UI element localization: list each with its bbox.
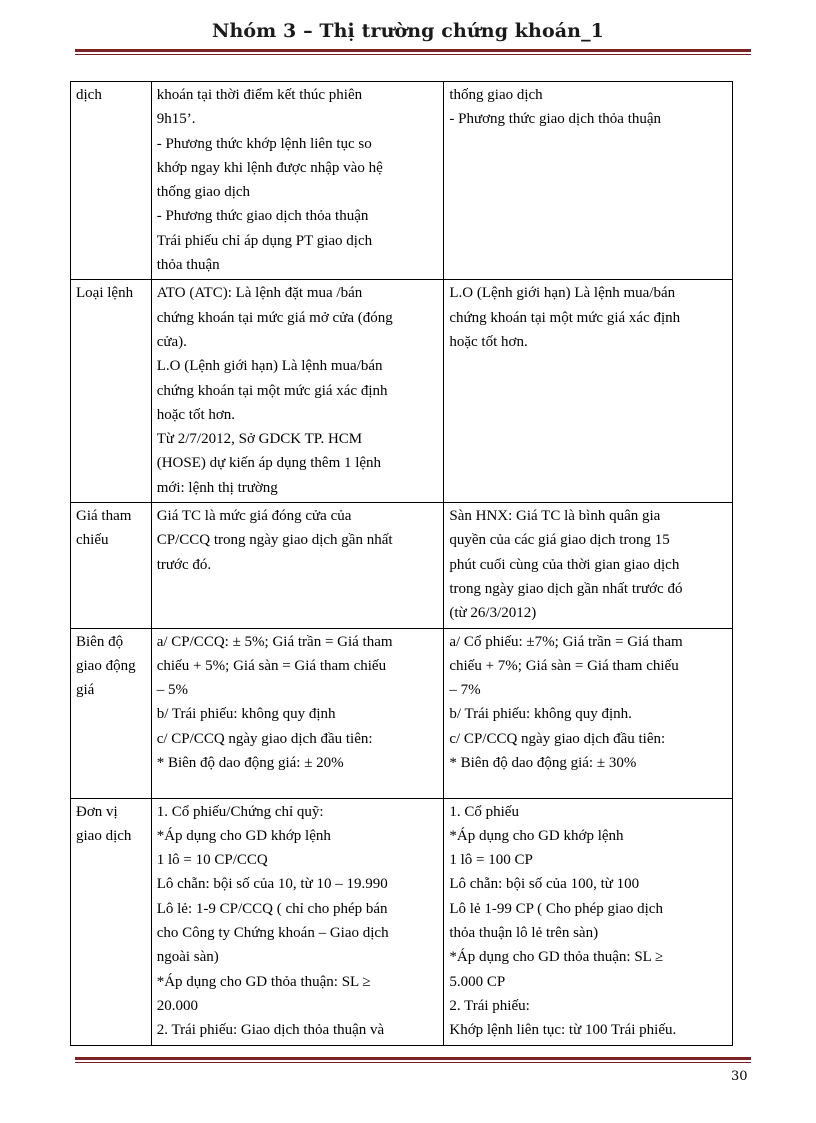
cell-text-line: Lô lẻ: 1-9 CP/CCQ ( chỉ cho phép bán bbox=[156, 900, 388, 917]
cell-text-line: Lô chẵn: bội số của 10, từ 10 – 19.990 bbox=[156, 876, 388, 893]
table-row bbox=[71, 503, 733, 628]
header-rule bbox=[75, 49, 751, 55]
cell-text-line: mới: lệnh thị trường bbox=[156, 479, 278, 496]
cell-text-line: chứng khoán tại một mức giá xác định bbox=[156, 382, 388, 399]
footer-rule bbox=[75, 1057, 751, 1063]
cell-text-line: b/ Trái phiếu: không quy định bbox=[156, 706, 336, 723]
cell-text-line: cho Công ty Chứng khoán – Giao dịch bbox=[156, 925, 389, 942]
cell-text-line: Lô chẵn: bội số của 100, từ 100 bbox=[449, 876, 640, 893]
cell-text-line: khoán tại thời điểm kết thúc phiên bbox=[156, 87, 363, 103]
table-row bbox=[71, 280, 733, 503]
cell-text-line: hoặc tốt hơn. bbox=[156, 406, 236, 423]
table-row bbox=[71, 628, 733, 798]
row-label-cell bbox=[71, 82, 152, 280]
cell-text-line: Đơn vị bbox=[76, 803, 118, 820]
cell-text-line: chiếu + 5%; Giá sàn = Giá tham chiếu bbox=[156, 657, 387, 674]
cell-text-line: giá bbox=[76, 682, 95, 699]
cell-text-line: ATO (ATC): Là lệnh đặt mua /bán bbox=[156, 285, 363, 302]
cell-text-line: giao dịch bbox=[76, 827, 132, 844]
cell-text-line: Từ 2/7/2012, Sở GDCK TP. HCM bbox=[156, 431, 363, 448]
hnx-cell bbox=[444, 82, 733, 280]
cell-text-line: Loại lệnh bbox=[76, 285, 134, 302]
cell-text-line: (HOSE) dự kiến áp dụng thêm 1 lệnh bbox=[156, 455, 382, 472]
cell-text-line: L.O (Lệnh giới hạn) Là lệnh mua/bán bbox=[449, 285, 676, 302]
row-label-cell bbox=[71, 503, 152, 628]
cell-text-line: * Biên độ dao động giá: ± 30% bbox=[449, 755, 637, 772]
cell-text-line: giao động bbox=[76, 657, 136, 674]
cell-text-line: - Phương thức giao dịch thỏa thuận bbox=[449, 111, 662, 128]
cell-text-line: 2. Trái phiếu: Giao dịch thỏa thuận và bbox=[156, 1022, 385, 1039]
cell-text-line: phút cuối cùng của thời gian giao dịch bbox=[449, 556, 680, 573]
row-label-cell bbox=[71, 798, 152, 1045]
row-label-cell bbox=[71, 628, 152, 798]
hnx-cell bbox=[444, 503, 733, 628]
table-row bbox=[71, 798, 733, 1045]
cell-text-line: cửa). bbox=[156, 333, 187, 350]
cell-text-line: chiếu + 7%; Giá sàn = Giá tham chiếu bbox=[449, 657, 679, 674]
hnx-cell bbox=[444, 628, 733, 798]
cell-text-line: Giá tham bbox=[76, 508, 132, 525]
cell-text-line: *Áp dụng cho GD khớp lệnh bbox=[156, 827, 331, 844]
cell-text-line: khớp ngay khi lệnh được nhập vào hệ bbox=[156, 159, 383, 176]
cell-text-line: Trái phiếu chỉ áp dụng PT giao dịch bbox=[156, 232, 373, 249]
hnx-cell bbox=[444, 280, 733, 503]
hose-cell bbox=[151, 280, 444, 503]
cell-text-line: trong ngày giao dịch gần nhất trước đó bbox=[449, 580, 683, 597]
cell-text-line: 5.000 CP bbox=[449, 973, 506, 990]
cell-text-line: thống giao dịch bbox=[449, 87, 543, 103]
hose-cell bbox=[151, 503, 444, 628]
cell-text-line: thỏa thuận bbox=[156, 257, 220, 274]
cell-text-line: b/ Trái phiếu: không quy định. bbox=[449, 706, 632, 723]
cell-text-line: hoặc tốt hơn. bbox=[449, 333, 528, 350]
hnx-cell bbox=[444, 798, 733, 1045]
cell-text-line: (từ 26/3/2012) bbox=[449, 605, 537, 622]
hose-cell bbox=[151, 82, 444, 280]
cell-text-line: CP/CCQ trong ngày giao dịch gần nhất bbox=[156, 532, 393, 549]
cell-text-line: dịch bbox=[76, 87, 102, 103]
cell-text-line: 20.000 bbox=[156, 997, 198, 1014]
cell-text-line: thống giao dịch bbox=[156, 184, 251, 201]
page-number: 30 bbox=[731, 1069, 748, 1084]
cell-text-line: *Áp dụng cho GD thỏa thuận: SL ≥ bbox=[449, 949, 664, 966]
cell-text-line: trước đó. bbox=[156, 556, 212, 573]
cell-text-line: – 7% bbox=[449, 682, 481, 699]
row-label-cell bbox=[71, 280, 152, 503]
cell-text-line: Lô lẻ 1-99 CP ( Cho phép giao dịch bbox=[449, 900, 663, 917]
cell-text-line: 2. Trái phiếu: bbox=[449, 997, 530, 1014]
cell-text-line: a/ CP/CCQ: ± 5%; Giá trần = Giá tham bbox=[156, 633, 393, 650]
cell-text-line: *Áp dụng cho GD thỏa thuận: SL ≥ bbox=[156, 973, 371, 990]
cell-text-line: Biên độ bbox=[76, 633, 124, 650]
cell-text-line: ngoài sàn) bbox=[156, 949, 219, 966]
cell-text-line: Sàn HNX: Giá TC là bình quân gia bbox=[449, 508, 661, 525]
cell-text-line: * Biên độ dao động giá: ± 20% bbox=[156, 755, 344, 772]
cell-text-line: thỏa thuận lô lẻ trên sàn) bbox=[449, 925, 599, 942]
cell-text-line: a/ Cổ phiếu: ±7%; Giá trần = Giá tham bbox=[449, 633, 683, 650]
page-header-title: Nhóm 3 – Thị trường chứng khoán_1 bbox=[211, 20, 604, 42]
hose-cell bbox=[151, 628, 444, 798]
cell-text-line: chứng khoán tại một mức giá xác định bbox=[449, 309, 681, 326]
cell-text-line: 1 lô = 100 CP bbox=[449, 852, 533, 869]
cell-text-line: chiếu bbox=[76, 532, 109, 549]
cell-text-line: *Áp dụng cho GD khớp lệnh bbox=[449, 827, 624, 844]
cell-text-line: - Phương thức khớp lệnh liên tục so bbox=[156, 135, 372, 152]
table-row bbox=[71, 82, 733, 280]
cell-text-line: - Phương thức giao dịch thỏa thuận bbox=[156, 208, 369, 225]
cell-text-line: 1. Cổ phiếu bbox=[449, 803, 519, 820]
cell-text-line: 9h15’. bbox=[156, 111, 196, 128]
cell-text-line: – 5% bbox=[156, 682, 188, 699]
cell-text-line: c/ CP/CCQ ngày giao dịch đầu tiên: bbox=[156, 730, 373, 747]
cell-text-line: Khớp lệnh liên tục: từ 100 Trái phiếu. bbox=[449, 1022, 677, 1039]
cell-text-line: Giá TC là mức giá đóng cửa của bbox=[156, 508, 352, 525]
cell-text-line: L.O (Lệnh giới hạn) Là lệnh mua/bán bbox=[156, 358, 383, 375]
cell-text-line: quyền của các giá giao dịch trong 15 bbox=[449, 532, 670, 549]
comparison-table bbox=[70, 81, 733, 1046]
cell-text-line: 1 lô = 10 CP/CCQ bbox=[156, 852, 268, 869]
cell-text-line: c/ CP/CCQ ngày giao dịch đầu tiên: bbox=[449, 730, 666, 747]
cell-text-line: 1. Cổ phiếu/Chứng chỉ quỹ: bbox=[156, 803, 324, 820]
cell-text-line: chứng khoán tại mức giá mở cửa (đóng bbox=[156, 309, 393, 326]
hose-cell bbox=[151, 798, 444, 1045]
